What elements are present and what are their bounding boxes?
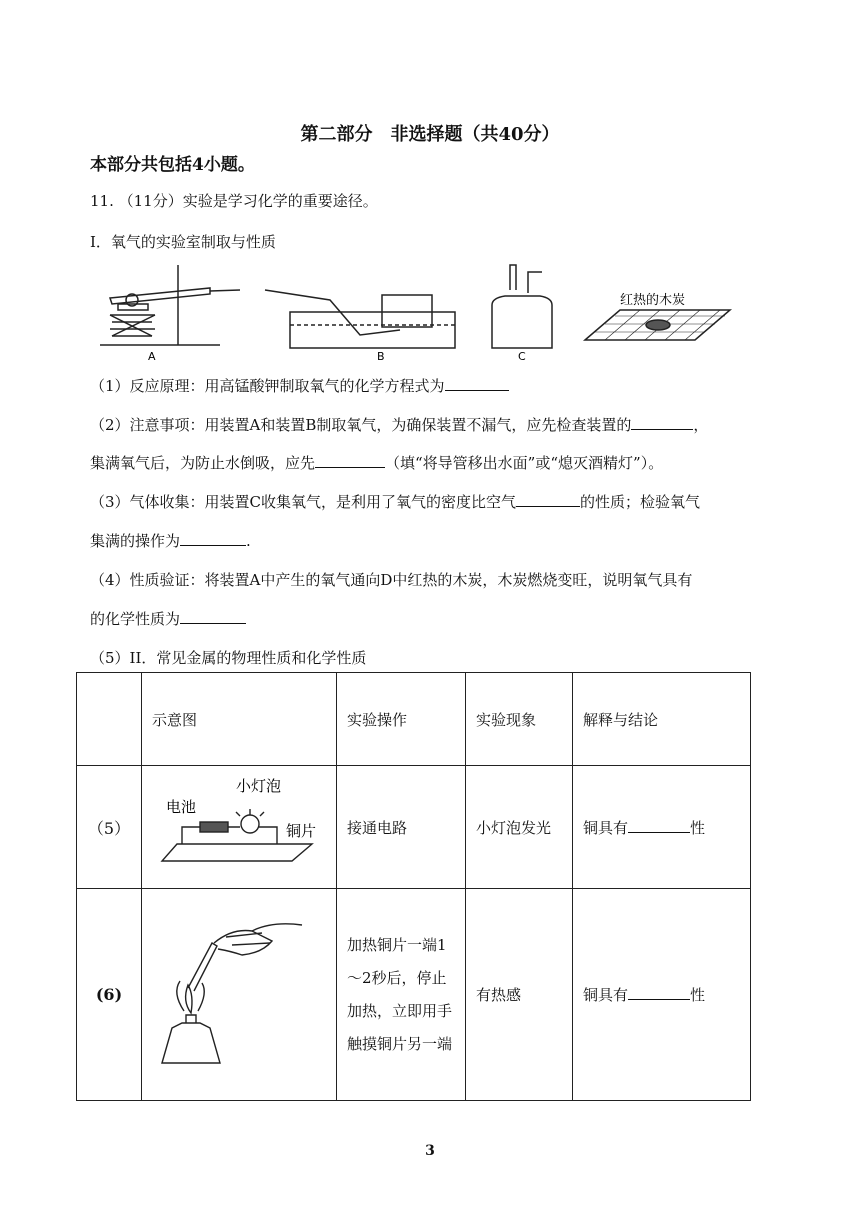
heating-diagram [142, 893, 332, 1093]
step-3b: 集满的操作为 . [90, 532, 251, 550]
circuit-diagram [142, 766, 332, 884]
step-2b-text: 集满氧气后，为防止水倒吸，应先 [90, 454, 316, 472]
step-2b [90, 452, 663, 473]
answer-blank[interactable] [315, 453, 385, 468]
step-3a [90, 491, 700, 512]
answer-blank[interactable] [516, 492, 580, 507]
label-d: 红热的木炭 [620, 293, 686, 308]
circuit-diagram-cell [142, 766, 337, 889]
step-1 [90, 375, 509, 396]
step-1-text: （1）反应原理：用高锰酸钾制取氧气的化学方程式为 [90, 377, 445, 395]
label-b: B [377, 350, 385, 363]
question-11: 11. （11分）实验是学习化学的重要途径。 [90, 192, 378, 210]
experiment-table [76, 672, 751, 1101]
part-1-title: I．氧气的实验室制取与性质 [90, 233, 276, 251]
label-c: C [518, 350, 526, 363]
label-a: A [148, 350, 156, 363]
apparatus-figure [90, 260, 750, 365]
step-2b-hint: （填“将导管移出水面”或“熄灭酒精灯”）。 [385, 454, 664, 472]
conclusion-cell [573, 766, 751, 889]
plate-label: 铜片 [286, 822, 317, 840]
conclusion-suffix: 性 [690, 986, 706, 1004]
row-number: （5） [77, 766, 142, 889]
page-number: 3 [425, 1143, 435, 1159]
answer-blank[interactable] [180, 531, 246, 546]
step-3a-text: （3）气体收集：用装置C收集氧气，是利用了氧气的密度比空气 [90, 493, 517, 511]
row-number: (6) [77, 889, 142, 1101]
col-header: 实验操作 [337, 673, 466, 766]
step-2a: （2）注意事项：用装置A和装置B制取氧气，为确保装置不漏气，应先检查装置的 ， [90, 416, 709, 434]
part-2-title: （5）II．常见金属的物理性质和化学性质 [90, 649, 367, 667]
step-4a [90, 569, 692, 590]
answer-blank[interactable] [631, 415, 693, 430]
phenomenon-cell: 小灯泡发光 [466, 766, 573, 889]
section-title: 第二部分 非选择题（共40分） [300, 124, 560, 145]
step-4b [90, 608, 246, 629]
step-2a-text: （2）注意事项：用装置A和装置B制取氧气，为确保装置不漏气，应先检查装置的 [90, 416, 632, 434]
col-header: 解释与结论 [573, 673, 751, 766]
table-corner [77, 673, 142, 766]
table-row [77, 766, 751, 889]
answer-blank[interactable] [180, 609, 246, 624]
table-header-row [77, 673, 751, 766]
col-header: 示意图 [142, 673, 337, 766]
step-3a-tail: 的性质；检验氧气 [580, 493, 701, 511]
step-4a-text: （4）性质验证：将装置A中产生的氧气通向D中红热的木炭，木炭燃烧变旺，说明氧气具有 [90, 571, 693, 589]
battery-label: 电池 [166, 798, 197, 816]
conclusion-suffix: 性 [690, 818, 706, 837]
heating-diagram-cell [142, 889, 337, 1101]
step-4b-text: 的化学性质为 [90, 610, 181, 628]
answer-blank[interactable] [628, 985, 690, 1000]
phenomenon-cell: 有热感 [466, 889, 573, 1101]
section-subtitle: 本部分共包括4小题。 [90, 155, 255, 175]
step-3b-text: 集满的操作为 [90, 532, 181, 550]
operation-cell: 接通电路 [337, 766, 466, 889]
table-row [77, 889, 751, 1101]
answer-blank[interactable] [445, 376, 509, 391]
conclusion-text: 铜具有 [583, 818, 629, 837]
answer-blank[interactable] [628, 818, 690, 833]
col-header: 实验现象 [466, 673, 573, 766]
conclusion-cell [573, 889, 751, 1101]
conclusion-text: 铜具有 [583, 986, 629, 1004]
operation-cell: 加热铜片一端1～2秒后，停止加热，立即用手触摸铜片另一端 [337, 889, 466, 1101]
bulb-label: 小灯泡 [236, 777, 282, 795]
